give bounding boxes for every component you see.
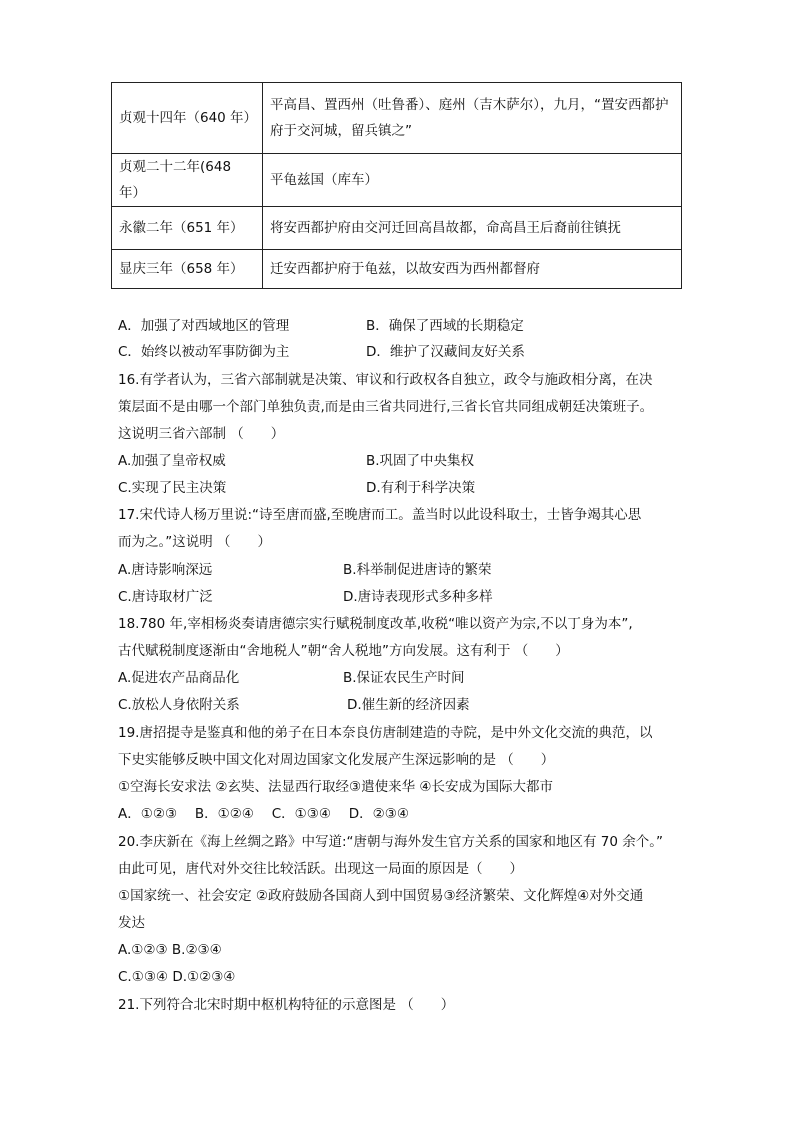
q18-stem-line-1: 18.780 年,宰相杨炎奏请唐德宗实行赋税制度改革,收税“唯以资产为宗,不以丁身为本”, [118, 616, 633, 632]
q16-stem-line-2: 策层面不是由哪一个部门单独负责,而是由三省共同进行,三省长官共同组成朝廷决策班子。 [118, 399, 654, 415]
year-cell: 永徽二年（651 年） [112, 207, 263, 250]
q19-options: A．①②③ B．①②④ C．①③④ D．②③④ [118, 806, 409, 822]
q16-option-b: B.巩固了中央集权 [366, 453, 475, 469]
q18-option-d: D.催生新的经济因素 [347, 697, 470, 713]
table-row [112, 83, 682, 154]
q16-option-c: C.实现了民主决策 [118, 480, 227, 496]
q20-items-line-2: 发达 [118, 915, 145, 931]
q20-stem-line-2: 由此可见，唐代对外交往比较活跃。出现这一局面的原因是（ ） [118, 861, 523, 877]
q16-option-a: A.加强了皇帝权威 [118, 453, 226, 469]
q17-option-d: D.唐诗表现形式多种多样 [343, 589, 493, 605]
q17-option-b: B.科举制促进唐诗的繁荣 [343, 562, 492, 578]
event-cell: 迁安西都护府于龟兹，以故安西为西州都督府 [263, 250, 682, 289]
q15-option-a: A．加强了对西域地区的管理 [118, 318, 290, 334]
event-cell: 平高昌、置西州（吐鲁番）、庭州（吉木萨尔），九月，“置安西都护府于交河城，留兵镇之” [263, 83, 682, 154]
year-cell: 贞观十四年（640 年） [112, 83, 263, 154]
q16-stem-line-3: 这说明三省六部制 （ ） [118, 426, 285, 442]
q16-option-d: D.有利于科学决策 [366, 480, 476, 496]
q17-option-c: C.唐诗取材广泛 [118, 589, 213, 605]
year-cell: 显庆三年（658 年） [112, 250, 263, 289]
q15-option-d: D．维护了汉藏间友好关系 [366, 344, 525, 360]
table-row [112, 207, 682, 250]
q20-items-line-1: ①国家统一、社会安定 ②政府鼓励各国商人到中国贸易③经济繁荣、文化辉煌④对外交通 [118, 888, 644, 904]
year-cell: 贞观二十二年(648 年） [112, 154, 263, 207]
q19-items: ①空海长安求法 ②玄奘、法显西行取经③遣使来华 ④长安成为国际大都市 [118, 779, 553, 795]
q15-option-b: B．确保了西域的长期稳定 [366, 318, 524, 334]
q18-stem-line-2: 古代赋税制度逐渐由“舍地税人”朝“舍人税地”方向发展。这有利于 （ ） [118, 643, 569, 659]
table-row [112, 154, 682, 207]
q18-option-c: C.放松人身依附关系 [118, 697, 240, 713]
event-cell: 将安西都护府由交河迁回高昌故都，命高昌王后裔前往镇抚 [263, 207, 682, 250]
q21-stem: 21.下列符合北宋时期中枢机构特征的示意图是 （ ） [118, 997, 455, 1013]
q19-stem-line-2: 下史实能够反映中国文化对周边国家文化发展产生深远影响的是 （ ） [118, 752, 555, 768]
q19-stem-line-1: 19.唐招提寺是鉴真和他的弟子在日本奈良仿唐制建造的寺院，是中外文化交流的典范，以 [118, 725, 653, 741]
q15-option-c: C．始终以被动军事防御为主 [118, 344, 290, 360]
q18-option-a: A.促进农产品商品化 [118, 670, 240, 686]
table-row [112, 250, 682, 289]
q17-stem-line-1: 17.宋代诗人杨万里说:“诗至唐而盛,至晚唐而工。盖当时以此设科取士，士皆争竭其心思 [118, 507, 642, 523]
event-cell: 平龟兹国（库车） [263, 154, 682, 207]
q20-stem-line-1: 20.李庆新在《海上丝绸之路》中写道:“唐朝与海外发生官方关系的国家和地区有 70 余个。” [118, 834, 664, 850]
q17-option-a: A.唐诗影响深远 [118, 562, 213, 578]
q20-options-line-1: A.①②③ B.②③④ [118, 942, 222, 958]
chronology-table [111, 82, 682, 289]
q17-stem-line-2: 而为之。”这说明 （ ） [118, 534, 272, 550]
q18-option-b: B.保证农民生产时间 [343, 670, 465, 686]
q16-stem-line-1: 16.有学者认为，三省六部制就是决策、审议和行政权各自独立，政令与施政相分离，在决 [118, 372, 653, 388]
q20-options-line-2: C.①③④ D.①②③④ [118, 969, 236, 985]
